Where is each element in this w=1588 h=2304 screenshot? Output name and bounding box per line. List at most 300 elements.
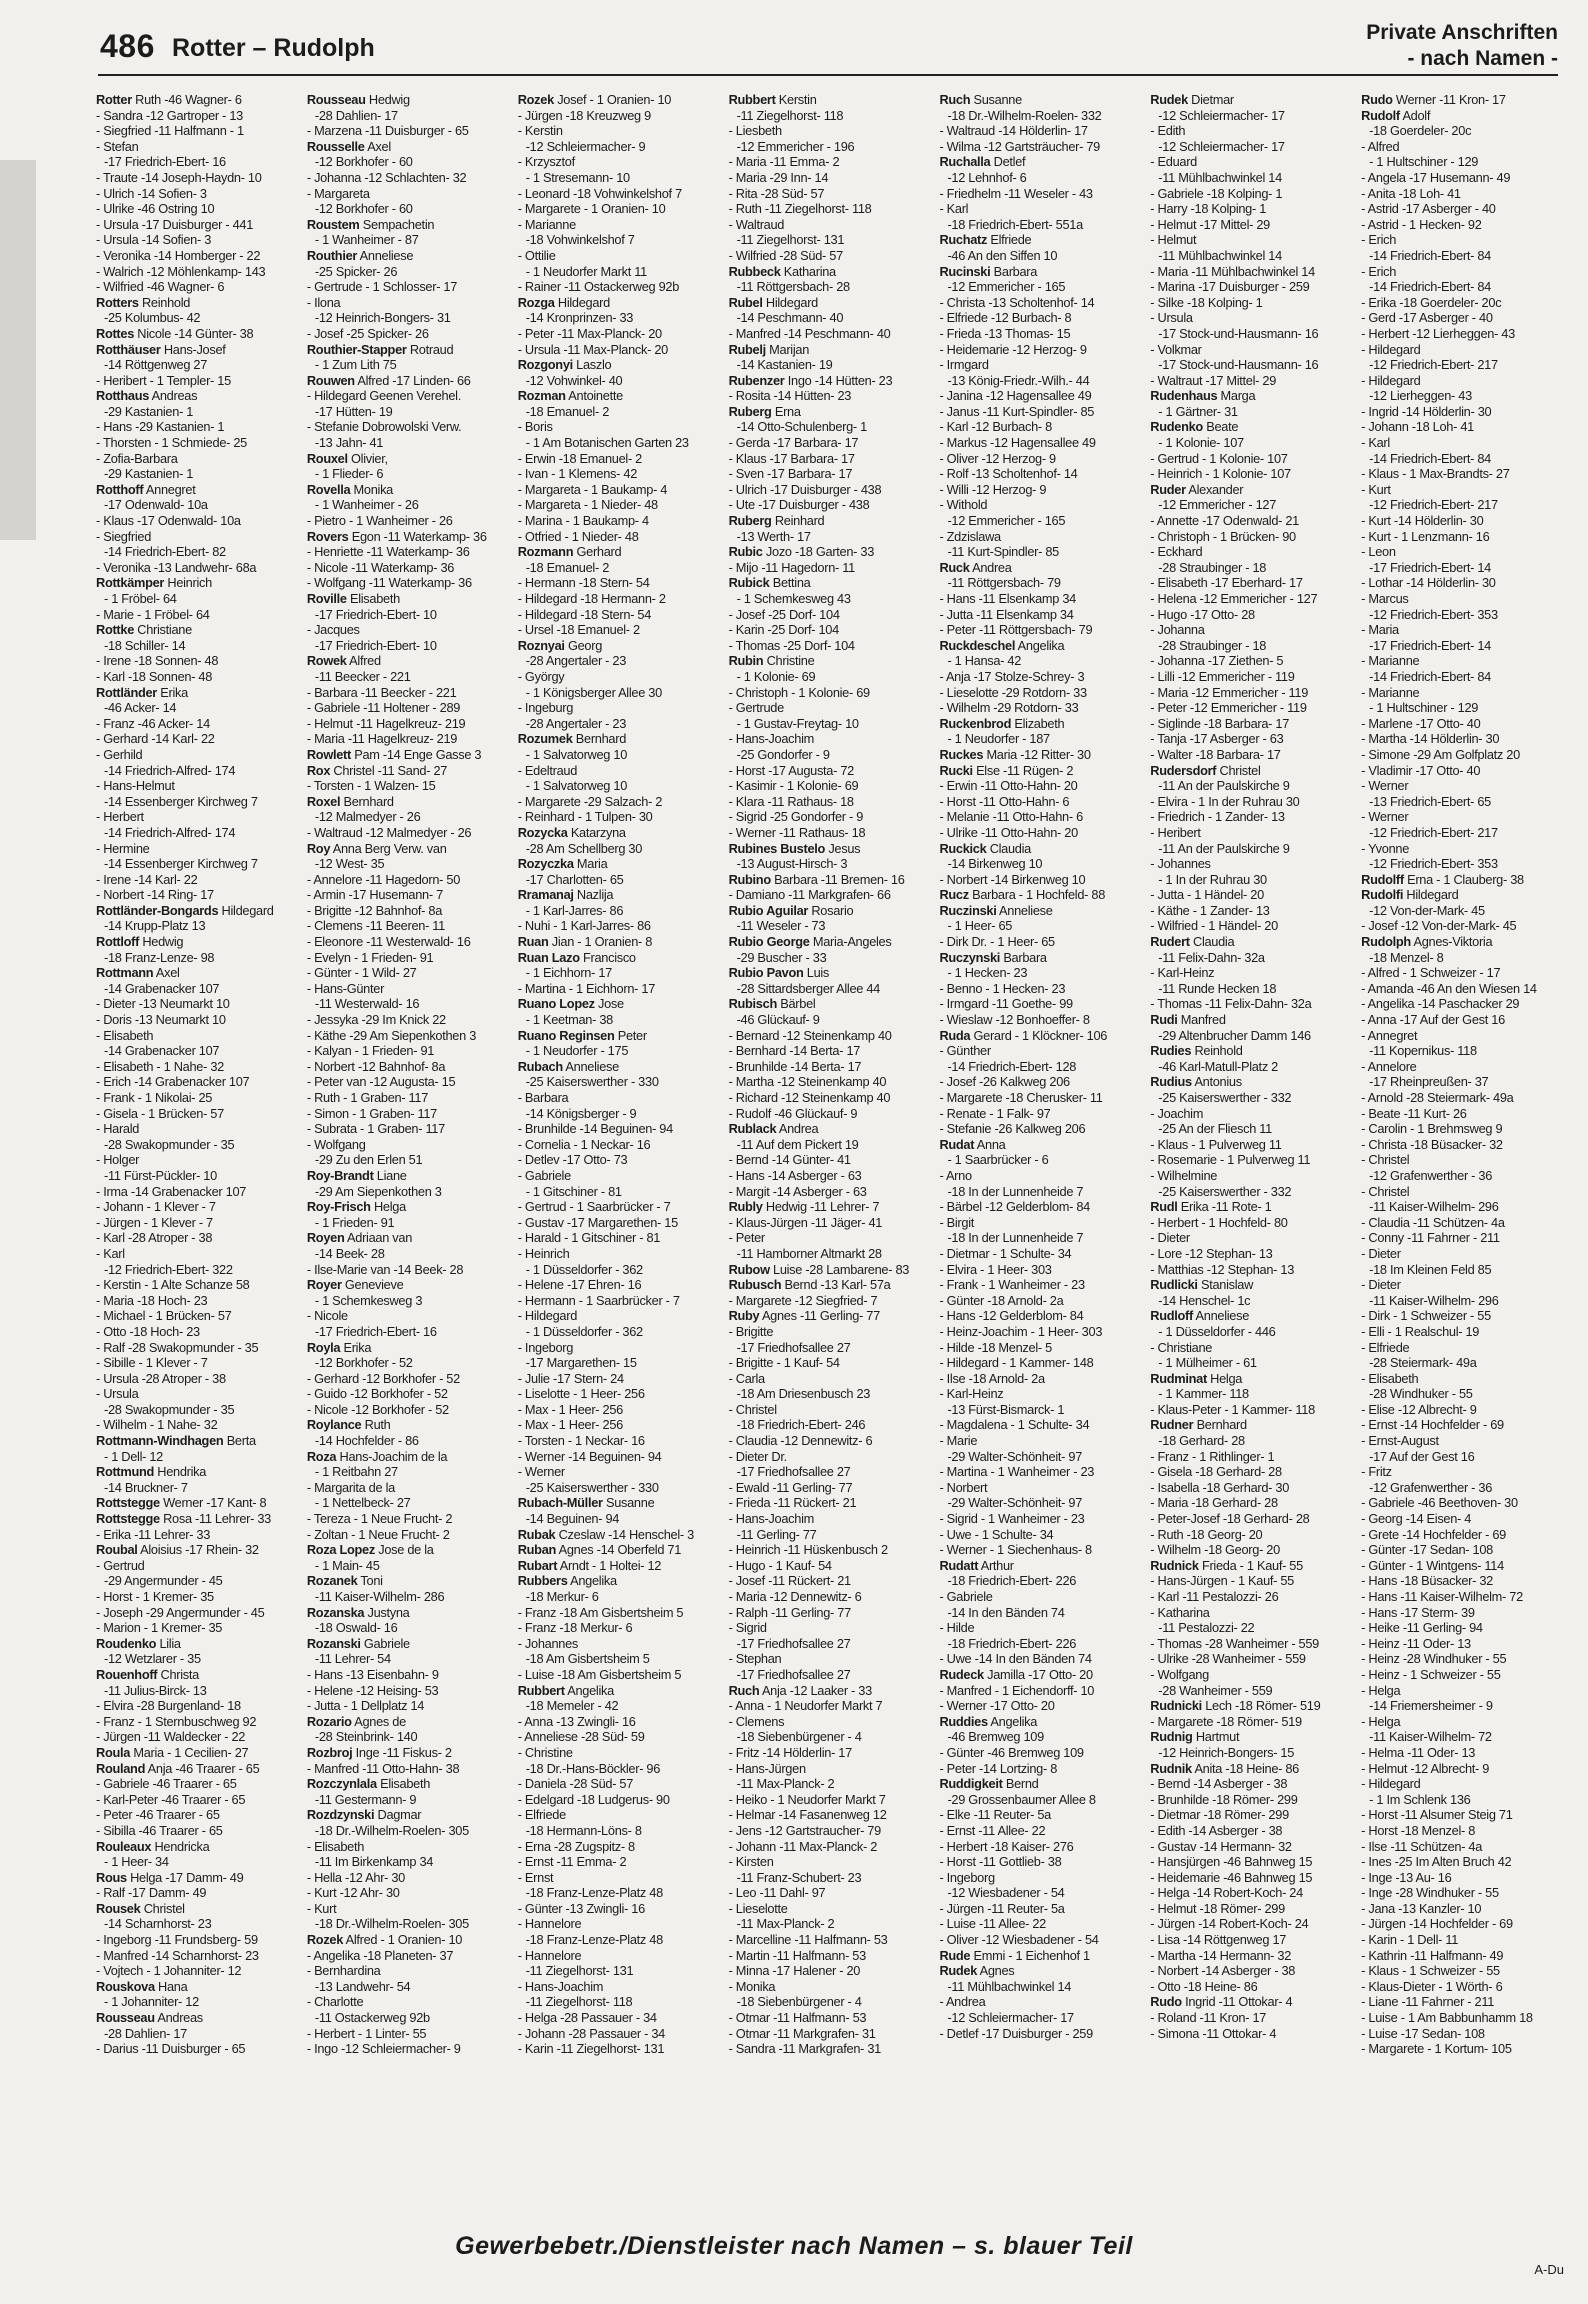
- listing-entry: [518, 497, 723, 513]
- entry-detail: -28 Angertaler - 23: [525, 653, 627, 669]
- entry-surname: Rubusch: [728, 1277, 782, 1293]
- entry-surname: Roudenko: [96, 1635, 157, 1651]
- listing-entry: [1150, 1386, 1355, 1402]
- entry-surname: Routhier: [306, 247, 358, 263]
- listing-entry: [1361, 1714, 1566, 1730]
- listing-entry: [1361, 186, 1566, 202]
- listing-entry: [729, 1745, 934, 1761]
- entry-detail: - Torsten - 1 Neckar- 16: [517, 1433, 645, 1449]
- entry-detail: - Stefan: [96, 138, 139, 154]
- entry-detail: - Margareta - 1 Nieder- 48: [517, 497, 658, 513]
- listing-entry: [96, 1527, 301, 1543]
- entry-detail: - Werner -14 Beguinen- 94: [517, 1448, 662, 1464]
- listing-entry: [518, 1308, 723, 1324]
- listing-entry: [518, 1230, 723, 1246]
- entry-detail: Hildegard: [221, 902, 274, 918]
- entry-detail: -14 Königsberger - 9: [525, 1105, 637, 1121]
- listing-entry: [939, 1573, 1144, 1589]
- listing-entry: [1150, 1059, 1355, 1075]
- listing-entry: [1150, 1698, 1355, 1714]
- entry-detail: - Klaus-Dieter - 1 Wörth- 6: [1361, 1978, 1503, 1994]
- listing-entry: [307, 264, 512, 280]
- listing-entry: [729, 342, 934, 358]
- entry-detail: -12 Borkhofer - 60: [314, 201, 413, 217]
- listing-entry: [1150, 1605, 1355, 1621]
- listing-entry: [1150, 2026, 1355, 2042]
- entry-detail: - Ulrike -28 Wanheimer - 559: [1150, 1651, 1306, 1667]
- listing-entry: [96, 1839, 301, 1855]
- listing-entry: [307, 1417, 512, 1433]
- listing-entry: [729, 1043, 934, 1059]
- entry-detail: Claudia: [1193, 934, 1235, 950]
- listing-entry: [729, 1605, 934, 1621]
- entry-detail: - 1 Flieder- 6: [314, 466, 384, 482]
- listing-entry: [939, 1246, 1144, 1262]
- entry-detail: Christel -11 Sand- 27: [333, 762, 448, 778]
- entry-detail: - 1 Nettelbeck- 27: [314, 1495, 411, 1511]
- entry-detail: - 1 Gärtner- 31: [1158, 403, 1238, 419]
- entry-detail: -11 Röttgersbach- 28: [736, 279, 850, 295]
- entry-detail: - 1 Reitbahn 27: [314, 1464, 398, 1480]
- entry-detail: -18 In der Lunnenheide 7: [947, 1230, 1084, 1246]
- listing-entry: [518, 264, 723, 280]
- entry-detail: -11 Gestermann- 9: [314, 1791, 417, 1807]
- entry-detail: - Ulrich -14 Sofien- 3: [96, 185, 207, 201]
- entry-detail: Genevieve: [344, 1277, 404, 1293]
- entry-detail: -18 Franz-Lenze-Platz 48: [525, 1885, 663, 1901]
- listing-entry: [518, 965, 723, 981]
- entry-detail: - Gerd -17 Asberger - 40: [1361, 310, 1493, 326]
- entry-detail: - Elisabeth: [306, 1838, 365, 1854]
- listing-entry: [96, 544, 301, 560]
- entry-detail: - Brunhilde -18 Römer- 299: [1150, 1791, 1298, 1807]
- entry-detail: - Gerhard -14 Karl- 22: [96, 731, 215, 747]
- listing-columns: [96, 92, 1566, 2232]
- listing-entry: [307, 841, 512, 857]
- listing-entry: [729, 1355, 934, 1371]
- entry-detail: - Kathrin -11 Halfmann- 49: [1361, 1947, 1504, 1963]
- entry-surname: Rubach-Müller: [517, 1495, 603, 1511]
- entry-detail: - Johann -28 Passauer - 34: [517, 2025, 665, 2041]
- entry-detail: - Heinz - 1 Schweizer - 55: [1361, 1666, 1501, 1682]
- listing-entry: [1361, 1870, 1566, 1886]
- listing-entry: [1361, 1308, 1566, 1324]
- entry-detail: - Heinrich: [517, 1245, 570, 1261]
- listing-entry: [729, 1137, 934, 1153]
- listing-entry: [1150, 2010, 1355, 2026]
- listing-entry: [96, 1168, 301, 1184]
- entry-surname: Rottländer: [96, 684, 157, 700]
- entry-detail: - Hildegard: [1361, 341, 1421, 357]
- listing-entry: [1150, 1948, 1355, 1964]
- entry-detail: - Maria -11 Mühlbachwinkel 14: [1150, 263, 1315, 279]
- entry-detail: - Gabriele -18 Kolping- 1: [1150, 185, 1283, 201]
- listing-entry: [1150, 1106, 1355, 1122]
- listing-entry: [518, 809, 723, 825]
- listing-entry: [518, 466, 723, 482]
- listing-entry: [1150, 482, 1355, 498]
- listing-entry: [1361, 731, 1566, 747]
- listing-entry: [939, 1074, 1144, 1090]
- listing-entry: [729, 170, 934, 186]
- entry-detail: - Hannelore: [517, 1947, 582, 1963]
- listing-entry: [1361, 794, 1566, 810]
- entry-detail: -14 Beguinen- 94: [525, 1511, 620, 1527]
- listing-entry: [1150, 1807, 1355, 1823]
- entry-detail: -14 Grabenacker 107: [104, 1043, 220, 1059]
- entry-surname: Rudnig: [1150, 1729, 1193, 1745]
- entry-detail: -18 Memeler - 42: [525, 1698, 619, 1714]
- listing-entry: [518, 1277, 723, 1293]
- listing-entry: [939, 2010, 1144, 2026]
- entry-detail: - Christoph - 1 Kolonie- 69: [728, 684, 870, 700]
- listing-entry: [1150, 1402, 1355, 1418]
- entry-detail: -18 Am Gisbertsheim 5: [525, 1651, 650, 1667]
- listing-entry: [729, 154, 934, 170]
- entry-detail: Toni: [360, 1573, 383, 1589]
- entry-detail: - Clemens -11 Beeren- 11: [306, 918, 445, 934]
- entry-detail: -11 Mühlbachwinkel 14: [947, 1978, 1072, 1994]
- entry-detail: Christiane: [137, 622, 192, 638]
- listing-entry: [1150, 622, 1355, 638]
- listing-entry: [518, 186, 723, 202]
- listing-entry: [96, 482, 301, 498]
- entry-surname: Rudenhaus: [1150, 388, 1218, 404]
- listing-entry: [1361, 1168, 1566, 1184]
- listing-entry: [1150, 1542, 1355, 1558]
- listing-entry: [939, 1870, 1144, 1886]
- listing-entry: [1150, 1417, 1355, 1433]
- entry-detail: - Stefanie Dobrowolski Verw.: [306, 419, 462, 435]
- listing-entry: [1150, 1729, 1355, 1745]
- listing-entry: [518, 1651, 723, 1667]
- listing-entry: [307, 1729, 512, 1745]
- listing-entry: [518, 1542, 723, 1558]
- entry-detail: - Karl-Heinz: [1150, 965, 1215, 981]
- listing-entry: [96, 1605, 301, 1621]
- entry-detail: - Arnold -28 Steiermark- 49a: [1361, 1090, 1514, 1105]
- listing-entry: [96, 1215, 301, 1231]
- entry-surname: Rubly: [728, 1199, 763, 1215]
- entry-detail: - Marlene -17 Otto- 40: [1361, 715, 1481, 731]
- listing-entry: [518, 326, 723, 342]
- listing-entry: [939, 326, 1144, 342]
- entry-detail: - Manfred -14 Scharnhorst- 23: [96, 1947, 259, 1963]
- listing-entry: [939, 1901, 1144, 1917]
- listing-entry: [307, 139, 512, 155]
- entry-detail: - Gerda -17 Barbara- 17: [728, 435, 859, 451]
- entry-surname: Rudo: [1361, 92, 1393, 107]
- listing-entry: [939, 1215, 1144, 1231]
- entry-detail: - Hermine: [96, 840, 150, 856]
- entry-detail: - Dietmar -18 Römer- 299: [1150, 1807, 1289, 1823]
- entry-detail: - 1 Hultschiner - 129: [1369, 700, 1479, 716]
- listing-entry: [518, 685, 723, 701]
- entry-detail: - Simona -11 Ottokar- 4: [1150, 2025, 1277, 2041]
- listing-entry: [307, 591, 512, 607]
- entry-detail: - Wolfgang: [306, 1136, 366, 1152]
- listing-entry: [307, 1199, 512, 1215]
- listing-entry: [1150, 1262, 1355, 1278]
- listing-entry: [96, 123, 301, 139]
- entry-surname: Roubal: [96, 1542, 138, 1558]
- listing-entry: [518, 342, 723, 358]
- entry-surname: Roustem: [306, 216, 360, 232]
- listing-entry: [518, 1823, 723, 1839]
- entry-detail: Katharina: [783, 263, 836, 279]
- listing-entry: [1361, 529, 1566, 545]
- entry-detail: - Kurt -14 Hölderlin- 30: [1361, 513, 1484, 529]
- entry-detail: -14 Krupp-Platz 13: [104, 918, 206, 934]
- listing-entry: [96, 1901, 301, 1917]
- listing-entry: [1361, 918, 1566, 934]
- entry-detail: - Andrea: [939, 1994, 986, 2010]
- listing-entry: [939, 435, 1144, 451]
- listing-entry: [939, 607, 1144, 623]
- listing-entry: [939, 763, 1144, 779]
- entry-surname: Royen: [306, 1230, 345, 1246]
- entry-detail: - 1 Eichhorn- 17: [525, 965, 612, 981]
- listing-entry: [939, 310, 1144, 326]
- listing-entry: [939, 872, 1144, 888]
- entry-detail: - Luise -18 Am Gisbertsheim 5: [517, 1666, 682, 1682]
- entry-detail: - Luise -17 Sedan- 108: [1361, 2025, 1485, 2041]
- entry-surname: Ruban: [517, 1542, 557, 1558]
- listing-entry: [939, 217, 1144, 233]
- entry-detail: Ingrid -11 Ottokar- 4: [1185, 1994, 1293, 2010]
- entry-detail: Anna: [976, 1136, 1006, 1152]
- entry-surname: Rubow: [728, 1261, 770, 1277]
- entry-detail: - Angelika -18 Planeten- 37: [306, 1947, 454, 1963]
- listing-entry: [96, 1807, 301, 1823]
- entry-detail: Anneliese: [359, 247, 414, 263]
- listing-entry: [518, 981, 723, 997]
- entry-detail: - Veronika -13 Landwehr- 68a: [96, 559, 257, 575]
- entry-detail: - Klaus-Peter - 1 Kammer- 118: [1150, 1401, 1315, 1417]
- entry-detail: Hildegard: [765, 294, 818, 310]
- entry-detail: - Harry -18 Kolping- 1: [1150, 201, 1267, 217]
- listing-entry: [518, 1589, 723, 1605]
- entry-detail: Annegret: [145, 481, 196, 497]
- listing-entry: [307, 1620, 512, 1636]
- entry-surname: Rozgonyi: [517, 357, 573, 373]
- entry-detail: Axel: [367, 138, 391, 154]
- entry-detail: - Heidemarie -46 Bahnweg 15: [1150, 1869, 1313, 1885]
- entry-detail: -28 Am Schellberg 30: [525, 840, 643, 856]
- listing-entry: [1361, 123, 1566, 139]
- listing-entry: [729, 731, 934, 747]
- listing-entry: [96, 92, 301, 108]
- entry-detail: -29 Zu den Erlen 51: [314, 1152, 423, 1168]
- listing-entry: [1150, 872, 1355, 888]
- entry-detail: - Ernst-August: [1361, 1433, 1439, 1449]
- entry-detail: - Manfred -14 Peschmann- 40: [728, 325, 891, 341]
- entry-detail: -14 Essenberger Kirchweg 7: [104, 793, 258, 809]
- entry-surname: Rozanek: [306, 1573, 358, 1589]
- listing-entry: [1150, 326, 1355, 342]
- entry-detail: Agnes-Viktoria: [1413, 934, 1493, 950]
- entry-surname: Ruckdeschel: [939, 637, 1016, 653]
- entry-detail: -17 Friedrich-Ebert- 10: [314, 606, 437, 622]
- listing-entry: [96, 108, 301, 124]
- listing-entry: [1361, 217, 1566, 233]
- entry-detail: -11 Kaiser-Wilhelm- 296: [1369, 1292, 1499, 1308]
- entry-detail: - Johann - 1 Klever - 7: [96, 1199, 216, 1215]
- entry-surname: Roznyai: [517, 637, 565, 653]
- entry-detail: Barbara - 1 Hochfeld- 88: [972, 887, 1106, 903]
- entry-detail: - Gisela -18 Gerhard- 28: [1150, 1464, 1282, 1480]
- listing-entry: [1361, 1355, 1566, 1371]
- entry-detail: - Hans -17 Sterm- 39: [1361, 1604, 1475, 1620]
- listing-entry: [1150, 1480, 1355, 1496]
- entry-detail: - Ivan - 1 Klemens- 42: [517, 466, 638, 482]
- entry-surname: Ruan Lazo: [517, 949, 580, 965]
- entry-detail: Maria: [576, 856, 608, 872]
- entry-detail: - Gustav -14 Hermann- 32: [1150, 1838, 1292, 1854]
- entry-detail: -11 Ziegelhorst- 131: [525, 1963, 634, 1979]
- listing-entry: [307, 1839, 512, 1855]
- listing-entry: [939, 934, 1144, 950]
- listing-entry: [1361, 201, 1566, 217]
- entry-detail: - Anna -13 Zwingli- 16: [517, 1713, 636, 1729]
- entry-detail: - Vladimir -17 Otto- 40: [1361, 762, 1481, 778]
- entry-surname: Rottmund: [96, 1464, 155, 1480]
- listing-entry: [96, 295, 301, 311]
- listing-entry: [729, 1714, 934, 1730]
- entry-surname: Rudner: [1150, 1417, 1194, 1433]
- entry-detail: - Christel: [1361, 1152, 1410, 1168]
- listing-entry: [96, 1854, 301, 1870]
- entry-detail: -28 Steiermark- 49a: [1369, 1355, 1477, 1371]
- listing-entry: [518, 529, 723, 545]
- entry-detail: - Detlev -17 Otto- 73: [517, 1152, 628, 1168]
- listing-entry: [518, 2026, 723, 2042]
- listing-entry: [729, 1776, 934, 1792]
- entry-detail: - Karin -25 Dorf- 104: [728, 622, 839, 638]
- listing-entry: [939, 731, 1144, 747]
- listing-entry: [1361, 1776, 1566, 1792]
- listing-entry: [518, 1776, 723, 1792]
- listing-entry: [1150, 700, 1355, 716]
- entry-detail: - Marianne: [1361, 653, 1420, 669]
- listing-entry: [96, 1714, 301, 1730]
- entry-detail: - Waltraut -17 Mittel- 29: [1150, 372, 1277, 388]
- entry-detail: - Elvira - 1 Heer- 303: [939, 1261, 1052, 1277]
- listing-entry: [518, 1371, 723, 1387]
- entry-detail: - Frieda -13 Thomas- 15: [939, 325, 1071, 341]
- entry-detail: - Claudia -12 Dennewitz- 6: [728, 1433, 873, 1449]
- listing-entry: [1150, 607, 1355, 623]
- listing-entry: [307, 544, 512, 560]
- entry-surname: Rovella: [306, 481, 351, 497]
- entry-detail: - Liane -11 Fahrner - 211: [1361, 1994, 1495, 2010]
- listing-entry: [939, 1043, 1144, 1059]
- listing-entry: [729, 451, 934, 467]
- listing-entry: [729, 1059, 934, 1075]
- listing-entry: [307, 575, 512, 591]
- entry-detail: - Simone -29 Am Golfplatz 20: [1361, 746, 1520, 762]
- listing-entry: [939, 154, 1144, 170]
- listing-entry: [96, 232, 301, 248]
- listing-entry: [96, 1340, 301, 1356]
- listing-entry: [939, 1371, 1144, 1387]
- listing-entry: [729, 934, 934, 950]
- listing-entry: [96, 451, 301, 467]
- entry-detail: - Horst -11 Otto-Hahn- 6: [939, 793, 1070, 809]
- entry-surname: Ruch: [939, 92, 971, 107]
- listing-entry: [1150, 1308, 1355, 1324]
- listing-entry: [307, 1667, 512, 1683]
- entry-detail: -18 Oswald- 16: [314, 1620, 398, 1636]
- entry-detail: Jozo -18 Garten- 33: [765, 544, 875, 560]
- listing-entry: [729, 1542, 934, 1558]
- entry-detail: - 1 Mülheimer - 61: [1158, 1355, 1257, 1371]
- entry-detail: - Inge -28 Windhuker - 55: [1361, 1885, 1499, 1901]
- entry-surname: Rubelj: [728, 341, 766, 357]
- listing-entry: [307, 513, 512, 529]
- entry-detail: - Margarete - 1 Oranien- 10: [517, 201, 666, 217]
- entry-detail: -18 Friedrich-Ebert- 551a: [947, 216, 1083, 232]
- entry-detail: - Martha -14 Hölderlin- 30: [1361, 731, 1500, 747]
- entry-detail: Heinrich: [167, 575, 212, 591]
- listing-entry: [939, 560, 1144, 576]
- entry-detail: - Jacques: [306, 622, 360, 638]
- entry-detail: - 1 Keetman- 38: [525, 1012, 613, 1028]
- listing-entry: [307, 1854, 512, 1870]
- entry-surname: Rozek: [517, 92, 554, 107]
- entry-surname: Rotters: [96, 294, 139, 310]
- entry-detail: - Bärbel -12 Gelderblom- 84: [939, 1199, 1090, 1215]
- listing-entry: [518, 482, 723, 498]
- entry-detail: - Hans -14 Asberger - 63: [728, 1167, 862, 1183]
- entry-detail: -11 Max-Planck- 2: [736, 1916, 835, 1932]
- entry-detail: - Helmut -12 Albrecht- 9: [1361, 1760, 1490, 1776]
- entry-detail: - Heiko - 1 Neudorfer Markt 7: [728, 1791, 886, 1807]
- entry-detail: - Gabriele -46 Traarer - 65: [96, 1776, 237, 1792]
- listing-entry: [307, 92, 512, 108]
- entry-detail: - Klaus-Jürgen -11 Jäger- 41: [728, 1214, 883, 1230]
- listing-entry: [1361, 700, 1566, 716]
- entry-detail: Alexander: [1188, 481, 1244, 497]
- entry-surname: Ruckick: [939, 840, 987, 856]
- listing-entry: [1361, 1651, 1566, 1667]
- entry-detail: - Johann -18 Loh- 41: [1361, 419, 1474, 435]
- entry-detail: Frieda - 1 Kauf- 55: [1201, 1557, 1303, 1573]
- listing-entry: [1361, 763, 1566, 779]
- entry-detail: - Horst -11 Alsumer Steig 71: [1361, 1807, 1513, 1823]
- listing-entry: [307, 1386, 512, 1402]
- listing-entry: [96, 1355, 301, 1371]
- entry-surname: Rudolfi: [1361, 887, 1404, 903]
- entry-detail: Hartmut: [1195, 1729, 1240, 1745]
- listing-entry: [1361, 1542, 1566, 1558]
- listing-entry: [518, 1386, 723, 1402]
- entry-detail: - Helga -14 Robert-Koch- 24: [1150, 1885, 1303, 1901]
- entry-detail: - Jens -12 Gartstraucher- 79: [728, 1822, 881, 1838]
- entry-detail: - Nicole -11 Waterkamp- 36: [306, 559, 455, 575]
- entry-surname: Rucz: [939, 887, 969, 903]
- section-title-line-1: Private Anschriften: [1366, 21, 1558, 44]
- entry-detail: - Hildegard: [1361, 372, 1421, 388]
- entry-detail: - Ulrike -11 Otto-Hahn- 20: [939, 824, 1078, 840]
- entry-detail: - Wilfried -46 Wagner- 6: [96, 279, 225, 295]
- entry-surname: Rubbert: [517, 1682, 565, 1698]
- entry-detail: -11 Auf dem Pickert 19: [736, 1136, 859, 1152]
- entry-detail: - Peter -11 Max-Planck- 20: [517, 325, 662, 341]
- entry-detail: Detlef: [993, 154, 1026, 170]
- entry-detail: - Frank - 1 Wanheimer - 23: [939, 1277, 1085, 1293]
- entry-detail: - Josef -26 Kalkweg 206: [939, 1074, 1070, 1090]
